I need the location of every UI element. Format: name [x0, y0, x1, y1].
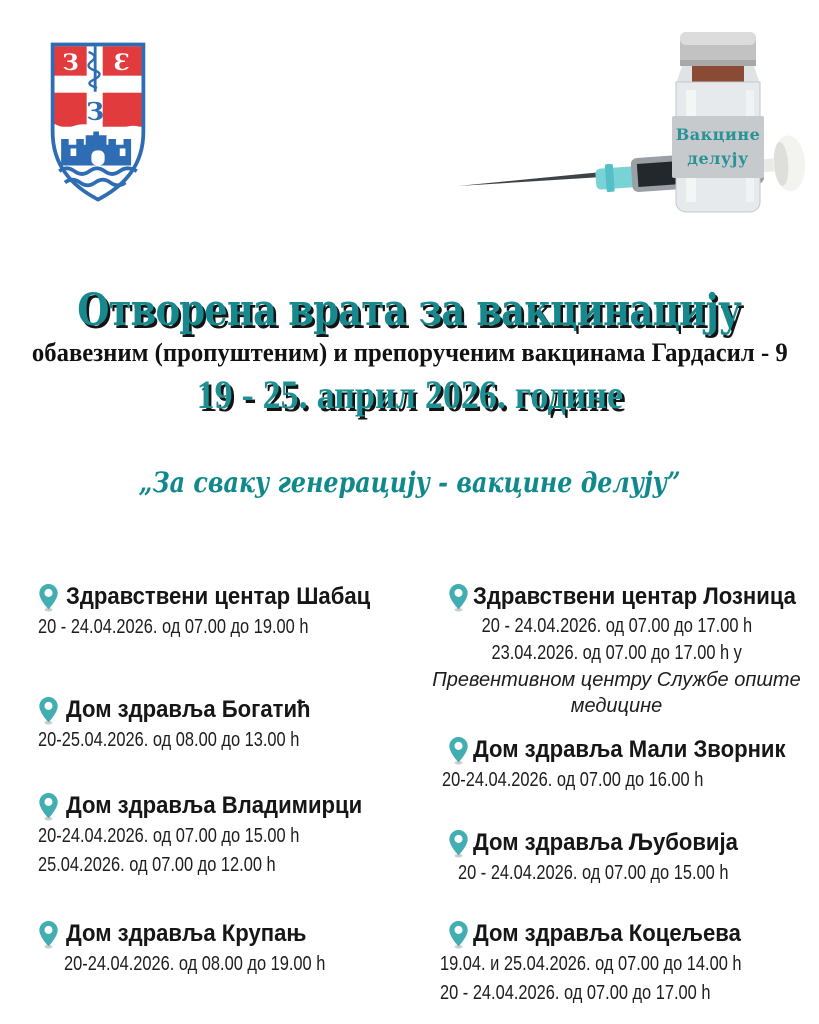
emblem-shield-icon [46, 38, 150, 206]
location-entry-krupanj [38, 918, 414, 979]
location-schedule: 20-24.04.2026. од 07.00 до 16.00 h [442, 769, 704, 791]
map-pin-icon [448, 583, 469, 612]
location-schedule: 20 - 24.04.2026. од 07.00 до 17.00 h [440, 982, 711, 1004]
location-entry-vladimirci [38, 790, 414, 880]
location-name: Дом здравља Богатић [66, 696, 311, 723]
slogan-quote: „За сваку генерацију - вакцине делују” [138, 466, 681, 499]
map-pin-icon [38, 920, 59, 949]
location-name: Дом здравља Коцељева [473, 920, 741, 947]
emblem-letter-top-left: З [62, 50, 79, 76]
location-schedule: 20 - 24.04.2026. од 07.00 до 17.00 h [481, 615, 752, 637]
map-pin-icon [38, 792, 59, 821]
location-schedule: 23.04.2026. од 07.00 до 17.00 h у [491, 642, 742, 664]
location-name: Здравствени центар Лозница [473, 583, 796, 610]
poster-title: Отворена врата за вакцинацију [77, 285, 742, 336]
vaccine-photo [452, 20, 816, 220]
location-schedule: 20-24.04.2026. од 07.00 до 15.00 h [38, 825, 300, 847]
location-schedule: 20 - 24.04.2026. од 07.00 до 15.00 h [458, 862, 729, 884]
location-entry-mali-zvornik [414, 734, 819, 795]
emblem-letter-top-right: З [113, 50, 130, 76]
poster-date-range: 19 - 25. април 2026. године [196, 372, 623, 417]
locations-column-left [0, 581, 414, 1008]
map-pin-icon [448, 829, 469, 858]
location-name: Дом здравља Крупањ [66, 920, 307, 947]
location-name: Дом здравља Мали Зворник [473, 736, 786, 763]
vial-label [672, 116, 764, 178]
slogan-row [0, 466, 819, 499]
location-schedule-note: Превентивном центру Службе опште медицине [432, 669, 801, 717]
map-pin-icon [38, 583, 59, 612]
location-entry-koceljeva [414, 918, 819, 1008]
locations-section [0, 581, 819, 1008]
locations-column-right [414, 581, 819, 1008]
poster-subtitle: обавезним (пропуштеним) и препорученим вакцинама Гардасил - 9 [31, 338, 788, 367]
vial-label-line2: делују [687, 149, 749, 168]
headline-block [0, 287, 819, 417]
location-name: Дом здравља Љубовија [473, 829, 738, 856]
location-entry-ljubovija [414, 827, 819, 888]
health-center-emblem-logo [46, 38, 150, 206]
location-schedule: 19.04. и 25.04.2026. од 07.00 до 14.00 h [440, 953, 742, 975]
map-pin-icon [448, 736, 469, 765]
map-pin-icon [448, 920, 469, 949]
location-entry-bogatic [38, 694, 414, 755]
location-name: Здравствени центар Шабац [66, 583, 371, 610]
location-entry-sabac [38, 581, 414, 642]
vial-label-line1: Вакцине [675, 125, 761, 144]
map-pin-icon [38, 696, 59, 725]
location-schedule: 20 - 24.04.2026. од 07.00 до 19.00 h [38, 616, 309, 638]
location-schedule: 20-24.04.2026. од 08.00 до 19.00 h [64, 953, 326, 975]
location-schedule: 25.04.2026. од 07.00 до 12.00 h [38, 854, 276, 876]
location-entry-loznica [414, 581, 819, 719]
location-name: Дом здравља Владимирци [66, 792, 363, 819]
location-schedule: 20-25.04.2026. од 08.00 до 13.00 h [38, 729, 300, 751]
emblem-letter-center: З [86, 97, 105, 127]
